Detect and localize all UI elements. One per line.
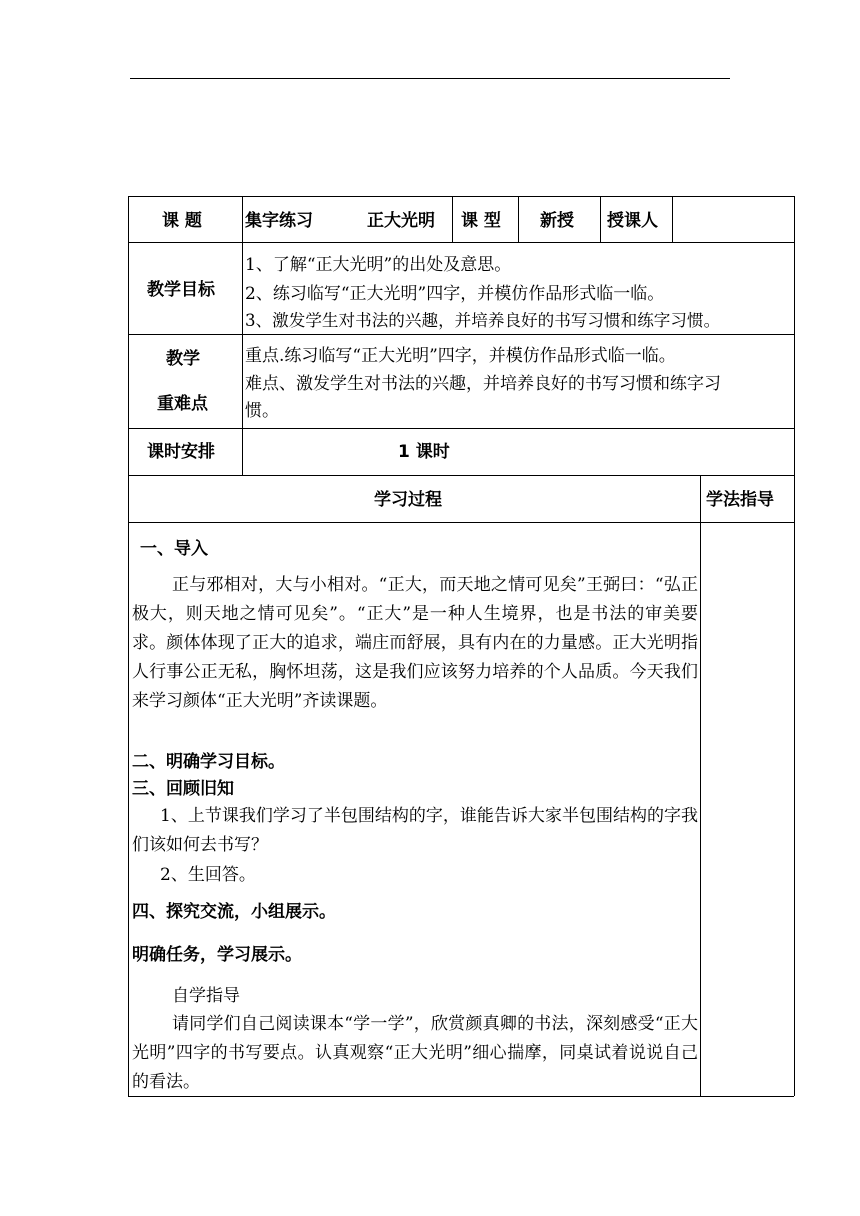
section-3-title: 三、回顾旧知: [132, 779, 234, 799]
section-2-title: 二、明确学习目标。: [132, 752, 285, 772]
label-topic: 课 题: [162, 211, 202, 231]
col-divider: [600, 196, 601, 242]
section-4-title: 四、探究交流，小组展示。: [132, 902, 336, 922]
row-divider: [128, 334, 794, 335]
section-1-body: 正与邪相对，大与小相对。“正大，而天地之情可见矣”王弼曰：“弘正极大，则天地之情可见矣”。“正大”是一种人生境界，也是书法的审美要求。颜体体现了正大的追求，端庄而舒展，具有内在的力量感。正大光明指人行事公正无私，胸怀坦荡，这是我们应该努力培养的个人品质。今天我们来学习颜体“正大光明”齐读课题。: [132, 575, 698, 711]
col-divider: [242, 196, 243, 475]
topic-value-a: 集字练习: [245, 211, 313, 231]
label-type: 课 型: [461, 211, 501, 231]
header-rule: [130, 78, 730, 79]
task-title: 明确任务，学习展示。: [132, 945, 302, 965]
section-3-question: 1、上节课我们学习了半包围结构的字，谁能告诉大家半包围结构的字我们该如何去书写？: [132, 806, 698, 855]
table-right-border: [794, 196, 795, 1096]
label-method: 学法指导: [706, 490, 774, 510]
type-value: 新授: [540, 211, 574, 231]
label-goals: 教学目标: [147, 280, 215, 300]
keypoint-line-1: 重点.练习临写“正大光明”四字，并模仿作品形式临一临。: [245, 346, 676, 366]
topic-value-b: 正大光明: [367, 211, 435, 231]
label-schedule: 课时安排: [147, 442, 215, 462]
col-divider: [700, 475, 701, 1096]
table-top-border: [128, 196, 794, 197]
section-3-answer: 2、生回答。: [160, 865, 256, 885]
row-divider: [128, 522, 794, 523]
col-divider: [518, 196, 519, 242]
row-divider: [128, 475, 794, 476]
table-left-border: [128, 196, 129, 1096]
goal-item-2: 2、练习临写“正大光明”四字，并模仿作品形式临一临。: [245, 284, 665, 304]
schedule-value: 1 课时: [398, 442, 450, 462]
goal-item-3: 3、激发学生对书法的兴趣，并培养良好的书写习惯和练字习惯。: [245, 311, 721, 330]
label-keypoints-2: 重难点: [157, 394, 208, 414]
col-divider: [452, 196, 453, 242]
section-1-title: 一、导入: [140, 539, 208, 559]
row-divider: [128, 242, 794, 243]
self-guide-title: 自学指导: [172, 986, 240, 1006]
goal-item-1: 1、了解“正大光明”的出处及意思。: [245, 255, 512, 275]
keypoint-line-3: 惯。: [245, 401, 279, 421]
label-process: 学习过程: [374, 490, 442, 510]
label-teacher: 授课人: [607, 211, 658, 231]
keypoint-line-2: 难点、激发学生对书法的兴趣，并培养良好的书写习惯和练字习: [245, 374, 721, 394]
row-divider: [128, 428, 794, 429]
self-guide-body: 请同学们自己阅读课本“学一学”，欣赏颜真卿的书法，深刻感受“正大光明”四字的书写要点。认真观察“正大光明”细心揣摩，同桌试着说说自己的看法。: [132, 1014, 698, 1092]
col-divider: [672, 196, 673, 242]
label-keypoints-1: 教学: [166, 349, 200, 369]
